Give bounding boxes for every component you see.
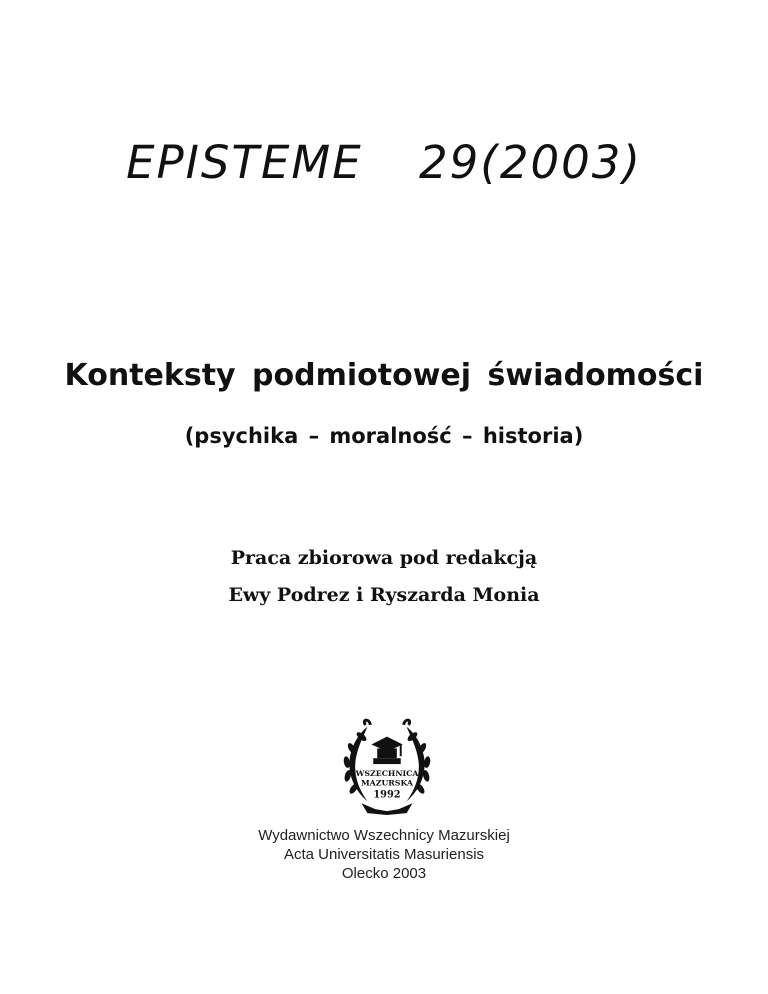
editors-line-2: Ewy Podrez i Ryszarda Monia	[228, 584, 540, 606]
emblem-text-line-1: WSZECHNICA	[355, 768, 419, 778]
publisher-block	[0, 826, 768, 883]
editors-line-1: Praca zbiorowa pod redakcją	[230, 547, 538, 569]
publisher-line-3: Olecko 2003	[341, 865, 427, 882]
book-subtitle: (psychika – moralność – historia)	[184, 424, 584, 448]
emblem-year: 1992	[373, 789, 401, 801]
series-volume: 29(2003)	[419, 136, 642, 189]
university-emblem-icon	[338, 718, 436, 818]
publisher-line-2: Acta Universitatis Masuriensis	[283, 846, 485, 863]
series-name: EPISTEME	[126, 136, 363, 189]
series-title	[0, 136, 768, 189]
book-title: Konteksty podmiotowej świadomości	[64, 358, 704, 393]
publisher-line-1: Wydawnictwo Wszechnicy Mazurskiej	[258, 827, 510, 844]
emblem-text-line-2: MAZURSKA	[361, 778, 413, 788]
editors-block	[0, 540, 768, 614]
